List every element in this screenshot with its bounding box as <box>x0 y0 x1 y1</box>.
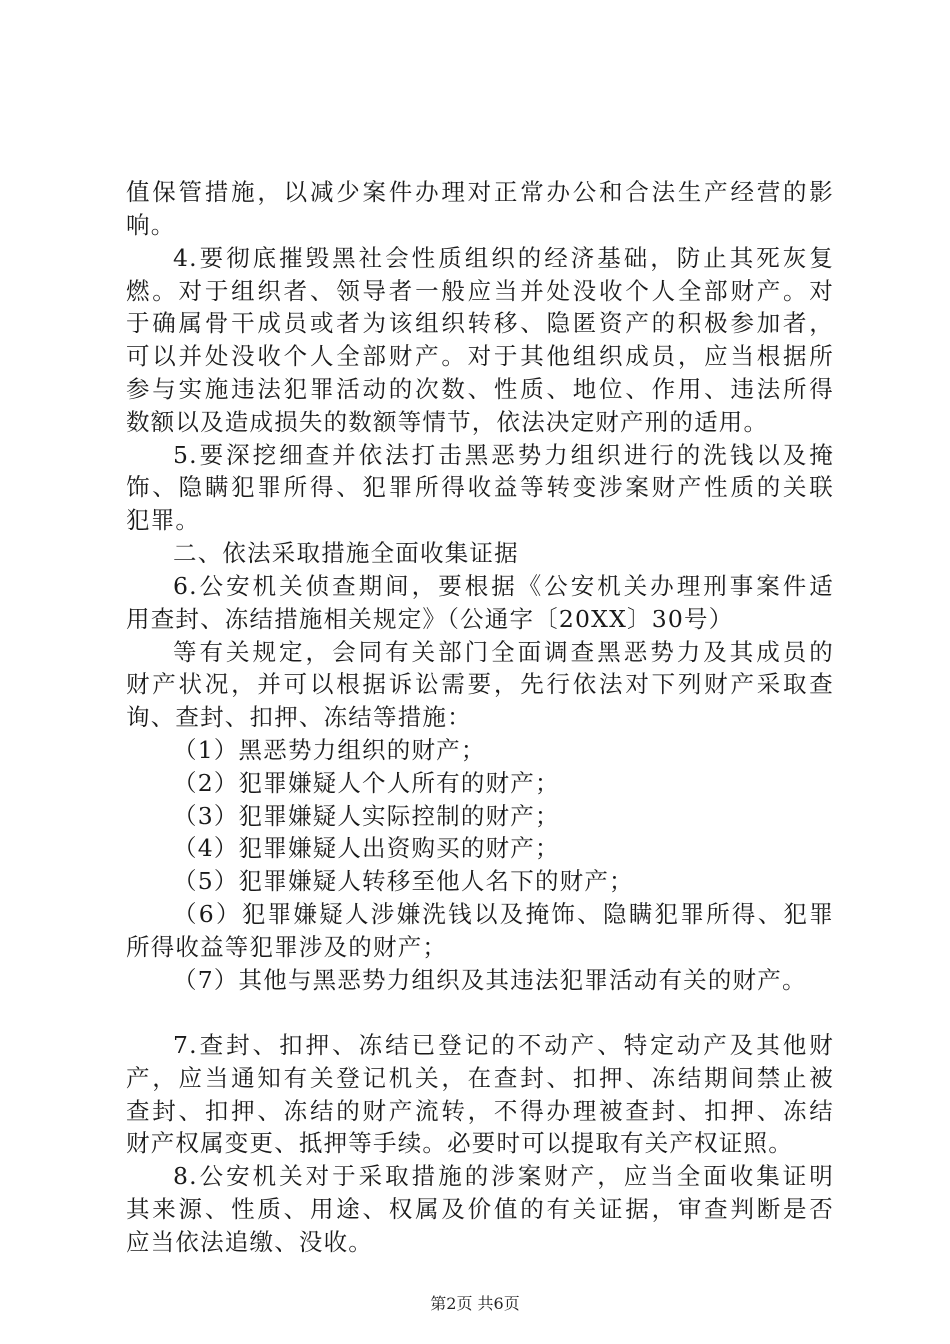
page-footer: 第2页 共6页 <box>430 1294 520 1313</box>
paragraph-line: 应当依法追缴、没收。 <box>126 1228 373 1256</box>
paragraph-line: 数额以及造成损失的数额等情节，依法决定财产刑的适用。 <box>126 408 769 436</box>
list-item: （6）犯罪嫌疑人涉嫌洗钱以及掩饰、隐瞒犯罪所得、犯罪 <box>173 900 834 928</box>
list-item: （4）犯罪嫌疑人出资购买的财产； <box>173 834 560 862</box>
paragraph-line: 值保管措施，以减少案件办理对正常办公和合法生产经营的影 <box>126 178 834 206</box>
paragraph-line: 财产状况，并可以根据诉讼需要，先行依法对下列财产采取查 <box>126 670 834 698</box>
paragraph-line: 饰、隐瞒犯罪所得、犯罪所得收益等转变涉案财产性质的关联 <box>126 473 834 501</box>
list-item: （2）犯罪嫌疑人个人所有的财产； <box>173 769 560 797</box>
paragraph-line: 财产权属变更、抵押等手续。必要时可以提取有关产权证照。 <box>126 1129 793 1157</box>
paragraph-line: 6.公安机关侦查期间，要根据《公安机关办理刑事案件适 <box>173 572 834 600</box>
paragraph-line: 产，应当通知有关登记机关，在查封、扣押、冻结期间禁止被 <box>126 1064 834 1092</box>
list-item: 所得收益等犯罪涉及的财产； <box>126 933 448 961</box>
list-item: （5）犯罪嫌疑人转移至他人名下的财产； <box>173 867 634 895</box>
paragraph-line: 4.要彻底摧毁黑社会性质组织的经济基础，防止其死灰复 <box>173 244 834 272</box>
list-item: （3）犯罪嫌疑人实际控制的财产； <box>173 802 560 830</box>
list-item: （1）黑恶势力组织的财产； <box>173 736 486 764</box>
paragraph-line: 犯罪。 <box>126 506 201 534</box>
paragraph-line: 可以并处没收个人全部财产。对于其他组织成员，应当根据所 <box>126 342 834 370</box>
paragraph-line: 响。 <box>126 211 176 239</box>
paragraph-line: 7.查封、扣押、冻结已登记的不动产、特定动产及其他财 <box>173 1031 834 1059</box>
paragraph-line: 其来源、性质、用途、权属及价值的有关证据，审查判断是否 <box>126 1195 834 1223</box>
section-heading: 二、依法采取措施全面收集证据 <box>173 539 519 567</box>
paragraph-line: 查封、扣押、冻结的财产流转，不得办理被查封、扣押、冻结 <box>126 1097 834 1125</box>
list-item: （7）其他与黑恶势力组织及其违法犯罪活动有关的财产。 <box>173 966 807 994</box>
paragraph-line: 8.公安机关对于采取措施的涉案财产，应当全面收集证明 <box>173 1162 834 1190</box>
paragraph-line: 燃。对于组织者、领导者一般应当并处没收个人全部财产。对 <box>126 277 834 305</box>
paragraph-line: 询、查封、扣押、冻结等措施： <box>126 703 472 731</box>
paragraph-line: 参与实施违法犯罪活动的次数、性质、地位、作用、违法所得 <box>126 375 834 403</box>
paragraph-line: 等有关规定，会同有关部门全面调查黑恶势力及其成员的 <box>173 638 834 666</box>
paragraph-line: 用查封、冻结措施相关规定》（公通字〔20XX〕30号） <box>126 605 734 633</box>
paragraph-line: 于确属骨干成员或者为该组织转移、隐匿资产的积极参加者， <box>126 309 834 337</box>
paragraph-line: 5.要深挖细查并依法打击黑恶势力组织进行的洗钱以及掩 <box>173 441 834 469</box>
